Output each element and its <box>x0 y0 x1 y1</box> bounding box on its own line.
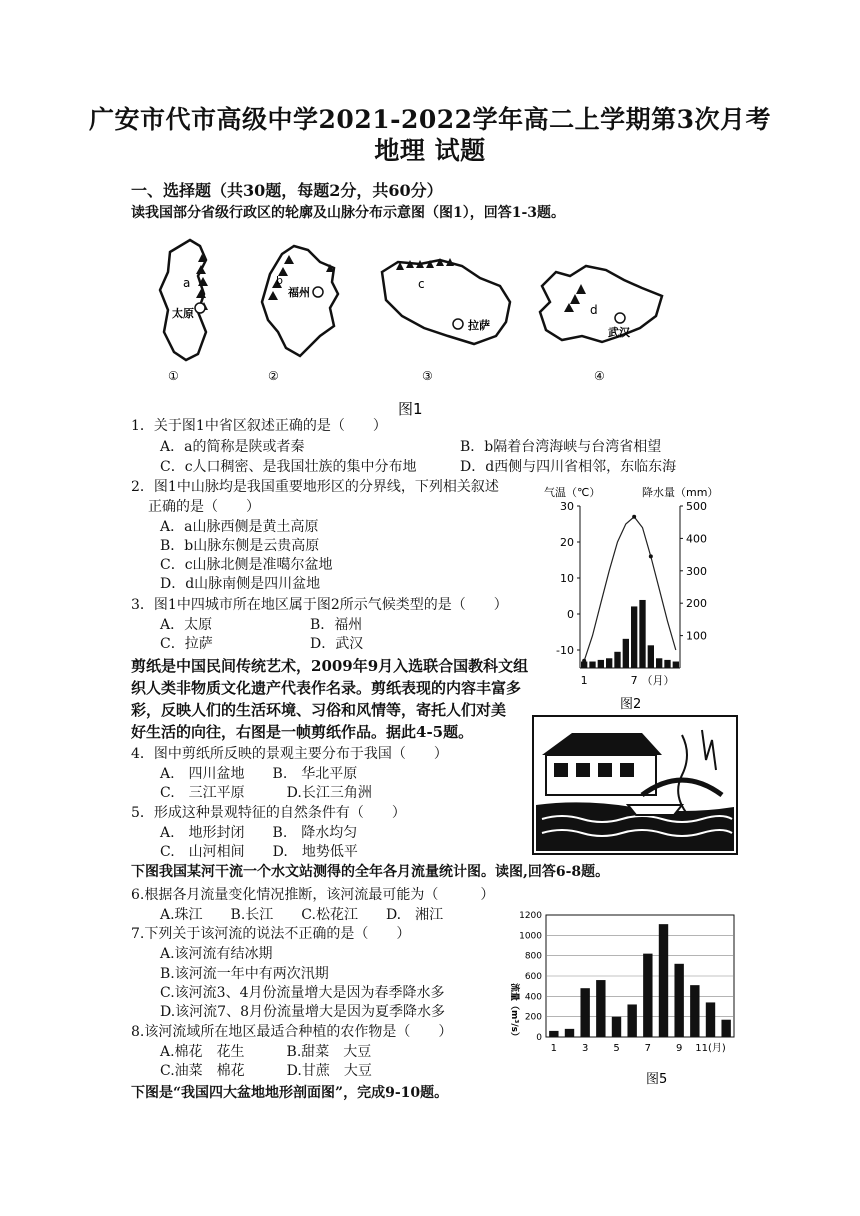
page-subtitle: 地理 试题 <box>374 136 486 165</box>
question-4-options-ab: A. 四川盆地 B. 华北平原 <box>160 766 358 782</box>
chart-5-x-tick-label: 5 <box>613 1043 620 1054</box>
question-8-options-ab: A.棉花 花生 B.甜菜 大豆 <box>160 1044 372 1060</box>
chart-2-left-tick-label: 10 <box>560 572 574 585</box>
question-8-stem: 8.该河流域所在地区最适合种植的农作物是（ ） <box>131 1024 453 1040</box>
outline-tibet <box>382 260 510 344</box>
question-1-stem: 1．关于图1中省区叙述正确的是（ ） <box>131 418 387 434</box>
question-3-option-b: B．福州 <box>310 617 363 633</box>
mountain-icon-d <box>564 284 586 312</box>
precip-bar <box>589 662 595 668</box>
outline-hubei <box>540 266 662 342</box>
chart-2-x-tick-label: 1 <box>580 674 588 687</box>
label-a: a <box>183 276 191 290</box>
chart-2-left-tick-label: 0 <box>567 608 574 621</box>
chart-5-y-tick-label: 800 <box>524 951 542 962</box>
city-marker-lasa <box>453 319 463 329</box>
question-3-option-c: C．拉萨 <box>160 636 213 652</box>
chart-2-right-label: 降水量（mm） <box>642 486 719 499</box>
flow-bar <box>690 985 699 1037</box>
chart-2-x-tick-label: （月） <box>641 674 675 687</box>
question-2-option-b: B．b山脉东侧是云贵高原 <box>160 538 320 554</box>
chart-5-x-tick-label: 1 <box>550 1043 558 1054</box>
outline-fujian <box>262 246 338 356</box>
chart-2-x-tick-label: 7 <box>630 674 638 687</box>
chart-5-x-tick-label: 3 <box>581 1043 589 1054</box>
paper-cut-line-4: 好生活的向往，右图是一帧剪纸作品。据此4-5题。 <box>131 723 474 741</box>
question-2-stem-line2: 正确的是（ ） <box>148 499 260 515</box>
section-heading: 一、选择题（共30题，每题2分，共60分） <box>131 181 443 200</box>
chart-5-x-tick-label: 7 <box>644 1043 652 1054</box>
basin-intro: 下图是“我国四大盆地地形剖面图”，完成9-10题。 <box>131 1085 449 1101</box>
flow-bar <box>627 1004 636 1037</box>
intro-text: 读我国部分省级行政区的轮廓及山脉分布示意图（图1），回答1-3题。 <box>131 205 566 221</box>
precip-bar <box>614 652 620 668</box>
precip-bar <box>606 658 612 668</box>
precip-bar <box>639 600 645 668</box>
question-8-options-cd: C.油菜 棉花 D.甘蔗 大豆 <box>160 1063 372 1079</box>
chart-5-x-tick-label: 9 <box>675 1043 683 1054</box>
chart-5-y-tick-label: 1200 <box>519 911 542 921</box>
question-1-option-b: B．b隔着台湾海峡与台湾省相望 <box>460 439 662 455</box>
question-3-option-a: A．太原 <box>160 617 213 633</box>
chart-2-left-tick-label: -10 <box>556 644 574 657</box>
question-2-option-a: A．a山脉西侧是黄土高原 <box>160 519 319 535</box>
river-intro: 下图我国某河干流一个水文站测得的全年各月流量统计图。读图,回答6-8题。 <box>131 864 610 880</box>
flow-bar <box>596 980 605 1037</box>
figure-5-river-flow-chart <box>498 905 743 1090</box>
flow-bar <box>721 1020 730 1037</box>
paper-cut-line-3: 彩，反映人们的生活环境、习俗和风情等，寄托人们对美 <box>131 701 507 719</box>
svg-text:b: b <box>276 274 283 287</box>
precip-bar <box>664 660 670 668</box>
question-3-option-d: D．武汉 <box>310 636 364 652</box>
question-1-option-d: D．d西侧与四川省相邻，东临东海 <box>460 459 677 475</box>
figure-number-1: ① <box>168 369 179 383</box>
label-lasa: 拉萨 <box>468 319 490 332</box>
figure-1-caption: 图1 <box>398 400 423 418</box>
page-title: 广安市代市高级中学2021-2022学年高二上学期第3次月考 <box>89 105 771 134</box>
chart-2-right-tick-label: 300 <box>686 564 707 578</box>
flow-bar <box>612 1017 621 1037</box>
question-7-option-c: C.该河流3、4月份流量增大是因为春季降水多 <box>160 985 445 1001</box>
label-d: d <box>590 303 598 317</box>
chart-2-left-label: 气温（℃） <box>544 486 601 499</box>
chart-5-y-tick-label: 0 <box>536 1033 542 1043</box>
question-5-options-cd: C. 山河相间 D. 地势低平 <box>160 844 358 860</box>
figure-number-2: ② <box>268 369 279 383</box>
paper-cut-line-1: 剪纸是中国民间传统艺术，2009年9月入选联合国教科文组 <box>131 657 529 675</box>
paper-cut-paragraph <box>131 655 528 743</box>
temperature-line <box>584 517 676 661</box>
question-1-option-a: A．a的简称是陕或者秦 <box>160 439 305 455</box>
question-7-option-d: D.该河流7、8月份流量增大是因为夏季降水多 <box>160 1004 445 1020</box>
question-5-options-ab: A. 地形封闭 B. 降水均匀 <box>160 825 358 841</box>
chart-5-y-tick-label: 200 <box>524 1012 542 1023</box>
figure-2-caption: 图2 <box>620 697 642 712</box>
figure-2-climate-chart <box>540 480 725 712</box>
chart-5-ylabel: 流量（m³/s） <box>509 983 519 1041</box>
question-3-stem: 3．图1中四城市所在地区属于图2所示气候类型的是（ ） <box>131 597 508 613</box>
temperature-point <box>649 554 653 558</box>
question-4-options-cd: C. 三江平原 D.长江三角洲 <box>160 785 372 801</box>
question-7-stem: 7.下列关于该河流的说法不正确的是（ ） <box>131 926 411 942</box>
figure-number-4: ④ <box>594 369 605 383</box>
question-7-option-b: B.该河流一年中有两次汛期 <box>160 966 329 982</box>
chart-2-right-tick-label: 400 <box>686 532 707 546</box>
figure-5-caption: 图5 <box>646 1072 668 1087</box>
paper-cut-line-2: 织人类非物质文化遗产代表作名录。剪纸表现的内容丰富多 <box>131 679 522 697</box>
chart-2-right-tick-label: 500 <box>686 500 707 513</box>
paper-cut-image <box>532 715 738 855</box>
figure-number-3: ③ <box>422 369 433 383</box>
question-5-stem: 5．形成这种景观特征的自然条件有（ ） <box>131 805 406 821</box>
chart-2-left-tick-label: 20 <box>560 536 574 549</box>
precip-bar <box>598 660 604 668</box>
question-1-option-c: C．c人口稠密、是我国壮族的集中分布地 <box>160 459 417 475</box>
label-fuzhou: 福州 <box>288 286 310 299</box>
question-4-stem: 4．图中剪纸所反映的景观主要分布于我国（ ） <box>131 746 448 762</box>
label-wuhan: 武汉 <box>608 326 630 339</box>
chart-2-right-tick-label: 200 <box>686 597 707 611</box>
flow-bar <box>706 1002 715 1037</box>
figure-1-province-outlines <box>150 232 670 422</box>
flow-bar <box>565 1029 574 1037</box>
temperature-point <box>582 659 586 663</box>
chart-5-x-tick-label: 11(月) <box>695 1043 726 1054</box>
flow-bar <box>643 954 652 1037</box>
flow-bar <box>674 964 683 1037</box>
precip-bar <box>673 662 679 668</box>
precip-bar <box>656 658 662 668</box>
chart-5-y-tick-label: 400 <box>524 992 542 1003</box>
chart-5-y-tick-label: 1000 <box>519 931 542 942</box>
question-2-stem-line1: 2．图1中山脉均是我国重要地形区的分界线，下列相关叙述 <box>131 479 499 495</box>
city-marker-wuhan <box>615 313 625 323</box>
flow-bar <box>580 988 589 1037</box>
flow-bar <box>549 1031 558 1037</box>
question-6-stem: 6.根据各月流量变化情况推断，该河流最可能为（ ） <box>131 887 495 903</box>
label-taiyuan: 太原 <box>172 307 194 320</box>
question-2-option-c: C．c山脉北侧是准噶尔盆地 <box>160 557 333 573</box>
chart-5-y-tick-label: 600 <box>524 972 542 982</box>
chart-2-right-tick-label: 100 <box>686 629 707 643</box>
temperature-point <box>632 515 636 519</box>
question-2-option-d: D．d山脉南侧是四川盆地 <box>160 576 321 592</box>
city-marker-taiyuan <box>195 303 205 313</box>
chart-2-left-tick-label: 30 <box>560 500 574 513</box>
precip-bar <box>648 645 654 668</box>
city-marker-fuzhou <box>313 287 323 297</box>
precip-bar <box>631 606 637 668</box>
question-6-options: A.珠江 B.长江 C.松花江 D. 湘江 <box>160 907 444 923</box>
label-c: c <box>418 277 425 291</box>
outline-shanxi <box>160 240 206 360</box>
question-7-option-a: A.该河流有结冰期 <box>160 946 273 962</box>
precip-bar <box>623 639 629 668</box>
flow-bar <box>659 924 668 1037</box>
